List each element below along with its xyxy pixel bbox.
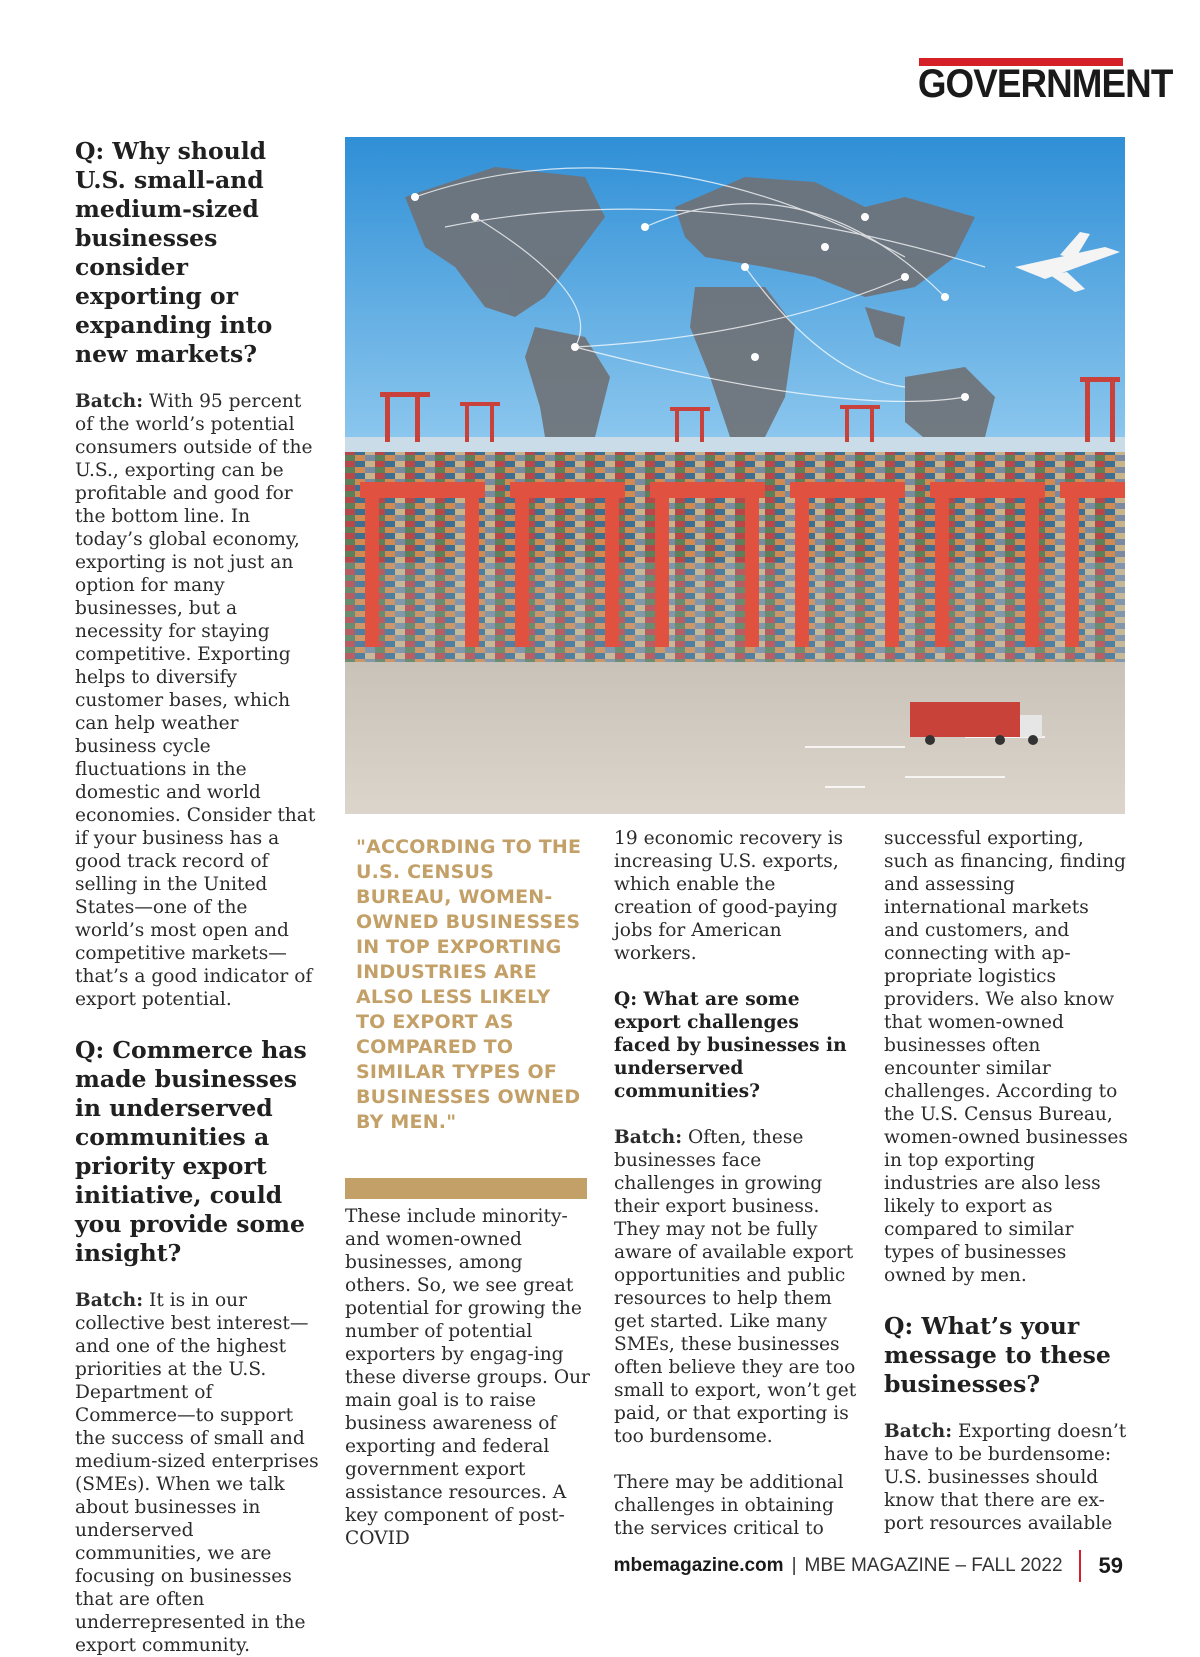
page-footer <box>614 1550 1123 1582</box>
answer-3-speaker: Batch: <box>614 1127 683 1148</box>
answer-3 <box>614 1126 859 1448</box>
section-label: GOVERNMENT <box>917 62 1173 106</box>
footer-rule <box>1079 1550 1081 1582</box>
answer-2-speaker: Batch: <box>75 1290 144 1311</box>
footer-separator: | <box>791 1555 797 1576</box>
question-4: Q: What’s your message to these businesses? <box>884 1312 1111 1398</box>
column-4 <box>884 827 1129 1535</box>
answer-1-speaker: Batch: <box>75 391 144 412</box>
answer-4 <box>884 1420 1129 1535</box>
question-2: Q: Commerce has made businesses in underserved communities a priority export initiative, could you provide some insight? <box>75 1036 307 1267</box>
question-3: Q: What are some export challenges faced by businesses in underserved communities? <box>614 989 847 1102</box>
column-1 <box>75 137 320 1657</box>
answer-3-text: Often, these businesses face challenges in growing their export business. They may not be fully aware of available export opportunities and public resources to help them get started. Like many SMEs, these businesses often believe they are too small to export, won’t get paid, or that exporting is too burdensome. <box>614 1127 857 1447</box>
pull-quote-bar <box>345 1178 587 1199</box>
answer-1-text: With 95 percent of the world’s potential consumers outside of the U.S., exporting can be profitable and good for the bottom line. In today’s global economy, exporting is not just an option for many businesses, but a necessity for staying competitive. Exporting helps to diversify customer bases, which can help weather business cycle fluctuations in the domestic and world economies. Consider that if your business has a good track record of selling in the United States—one of the world’s most open and competitive markets—that’s a good indicator of export potential. <box>75 391 316 1010</box>
column-3 <box>614 827 859 1540</box>
question-1: Q: Why should U.S. small-and medium-sized businesses consider exporting or expanding into new markets? <box>75 137 273 368</box>
answer-4-speaker: Batch: <box>884 1421 953 1442</box>
hero-image-port-world-map <box>345 137 1125 814</box>
pull-quote: "ACCORDING TO THE U.S. CENSUS BUREAU, WOMEN-OWNED BUSINESSES IN TOP EXPORTING INDUSTRIES ARE ALSO LESS LIKELY TO EXPORT AS COMPARED TO SIMILAR TYPES OF BUSINESSES OWNED BY MEN." <box>356 836 582 1133</box>
answer-4-text: Exporting doesn’t have to be burdensome: U.S. businesses should know that there are ex-port resources available <box>884 1421 1127 1534</box>
footer-issue: MBE MAGAZINE – FALL 2022 <box>804 1555 1063 1576</box>
column-3-paragraph-2: There may be additional challenges in obtaining the services critical to <box>614 1472 844 1539</box>
port-illustration <box>345 137 1125 814</box>
answer-2 <box>75 1289 320 1657</box>
column-2-text: These include minority-and women-owned businesses, among others. So, we see great potential for growing the number of potential exporters by engag-ing these diverse groups. Our main goal is to raise business awareness of exporting and federal government export assistance resources. A key component of post-COVID <box>345 1206 590 1549</box>
column-4-paragraph-1: successful exporting, such as financing, finding and assessing international markets and customers, and connecting with ap-propriate logistics providers. We also know that women-owned businesses often encounter similar challenges. According to the U.S. Census Bureau, women-owned businesses in top exporting industries are also less likely to export as compared to similar types of businesses owned by men. <box>884 828 1128 1286</box>
answer-2-text: It is in our collective best interest—and one of the highest priorities at the U.S. Department of Commerce—to support the success of small and medium-sized enterprises (SMEs). When we talk about businesses in underserved communities, we are focusing on businesses that are often underrepresented in the export community. <box>75 1290 319 1656</box>
answer-1 <box>75 390 320 1011</box>
footer-site: mbemagazine.com <box>613 1555 784 1576</box>
column-3-paragraph-1: 19 economic recovery is increasing U.S. exports, which enable the creation of good-paying jobs for American workers. <box>614 828 844 964</box>
page-number: 59 <box>1098 1553 1123 1578</box>
column-2 <box>345 1205 590 1550</box>
